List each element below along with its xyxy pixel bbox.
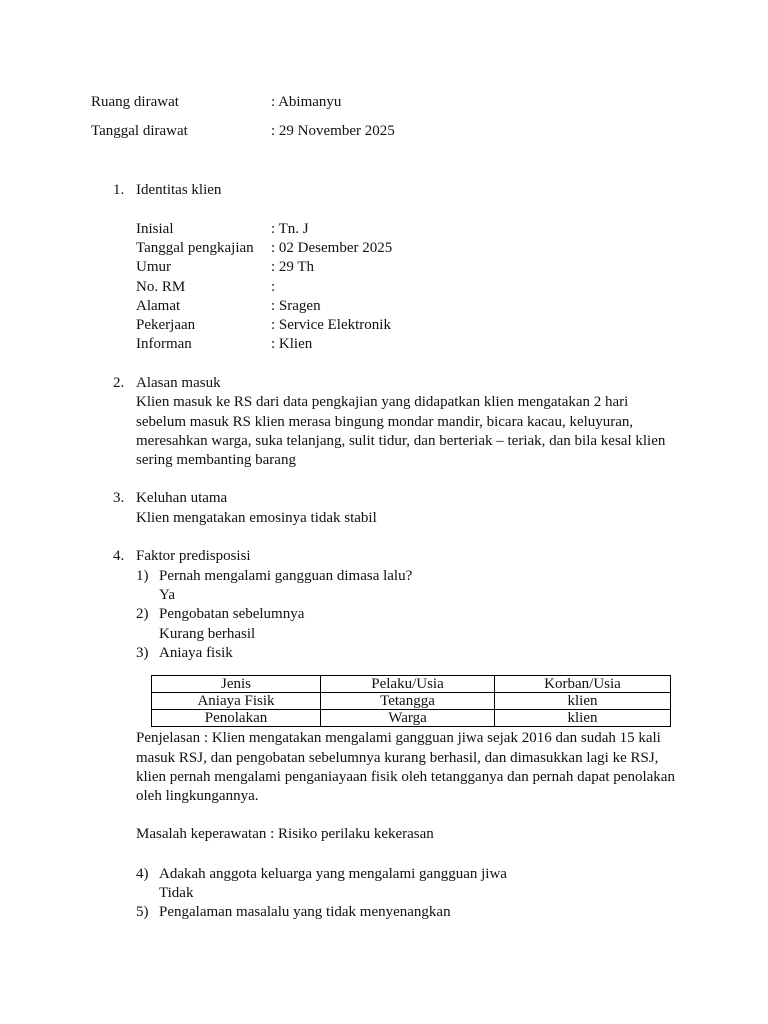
ruang-label: Ruang dirawat [91,94,179,110]
penjelasan-line-4: oleh lingkungannya. [136,788,259,804]
identity-value-informan: : Klien [271,336,313,352]
identity-label-pekerjaan: Pekerjaan [136,317,196,333]
identity-label-rm: No. RM [136,279,186,295]
identity-value-rm: : [271,279,276,295]
item-4-number: 4) [136,866,149,882]
identity-label-alamat: Alamat [136,298,181,314]
identity-label-umur: Umur [136,259,171,275]
item-5-number: 5) [136,904,149,920]
section-4-title: Faktor predisposisi [136,548,251,564]
alasan-line-3: meresahkan warga, suka telanjang, sulit tidur, dan berteriak – teriak, dan bila kesal klien [136,433,666,449]
item-3-number: 3) [136,645,149,661]
tanggal-value: : 29 November 2025 [271,123,395,139]
alasan-line-1: Klien masuk ke RS dari data pengkajian yang didapatkan klien mengatakan 2 hari [136,394,629,410]
section-3-number: 3. [113,490,125,506]
section-1-title: Identitas klien [136,182,222,198]
table-row [152,710,671,727]
identity-value-alamat: : Sragen [271,298,321,314]
item-4-question: Adakah anggota keluarga yang mengalami gangguan jiwa [159,866,507,882]
section-4-number: 4. [113,548,125,564]
identity-label-inisial: Inisial [136,221,174,237]
section-2-number: 2. [113,375,125,391]
table-header-pelaku: Pelaku/Usia [321,676,495,693]
penjelasan-line-1: Penjelasan : Klien mengatakan mengalami gangguan jiwa sejak 2016 dan sudah 15 kali [136,730,661,746]
identity-label-tanggal: Tanggal pengkajian [136,240,254,256]
table-cell: Tetangga [321,693,495,710]
masalah-keperawatan: Masalah keperawatan : Risiko perilaku kekerasan [136,826,434,842]
identity-value-umur: : 29 Th [271,259,315,275]
item-1-number: 1) [136,568,149,584]
item-3-question: Aniaya fisik [159,645,233,661]
item-1-answer: Ya [159,587,175,603]
table-row [152,693,671,710]
ruang-value: : Abimanyu [271,94,342,110]
table-header-row [152,676,671,693]
identity-value-tanggal: : 02 Desember 2025 [271,240,393,256]
table-cell: klien [495,710,671,727]
item-2-answer: Kurang berhasil [159,626,256,642]
section-2-title: Alasan masuk [136,375,221,391]
table-header-korban: Korban/Usia [495,676,671,693]
table-cell: Warga [321,710,495,727]
section-3-title: Keluhan utama [136,490,228,506]
section-1-number: 1. [113,182,125,198]
tanggal-label: Tanggal dirawat [91,123,188,139]
alasan-line-4: sering membanting barang [136,452,296,468]
keluhan-text: Klien mengatakan emosinya tidak stabil [136,510,377,526]
table-header-jenis: Jenis [152,676,321,693]
aniaya-table [151,675,671,727]
table-cell: Aniaya Fisik [152,693,321,710]
table-cell: Penolakan [152,710,321,727]
identity-label-informan: Informan [136,336,192,352]
alasan-line-2: sebelum masuk RS klien merasa bingung mondar mandir, bicara kacau, keluyuran, [136,414,634,430]
identity-value-inisial: : Tn. J [271,221,309,237]
penjelasan-line-2: masuk RSJ, dan pengobatan sebelumnya kurang berhasil, dan dimasukkan lagi ke RSJ, [136,750,659,766]
item-5-question: Pengalaman masalalu yang tidak menyenangkan [159,904,451,920]
identity-value-pekerjaan: : Service Elektronik [271,317,391,333]
item-2-number: 2) [136,606,149,622]
item-4-answer: Tidak [159,885,194,901]
penjelasan-line-3: klien pernah mengalami penganiayaan fisik oleh tetangganya dan pernah dapat penolakan [136,769,675,785]
table-cell: klien [495,693,671,710]
item-2-question: Pengobatan sebelumnya [159,606,305,622]
item-1-question: Pernah mengalami gangguan dimasa lalu? [159,568,413,584]
